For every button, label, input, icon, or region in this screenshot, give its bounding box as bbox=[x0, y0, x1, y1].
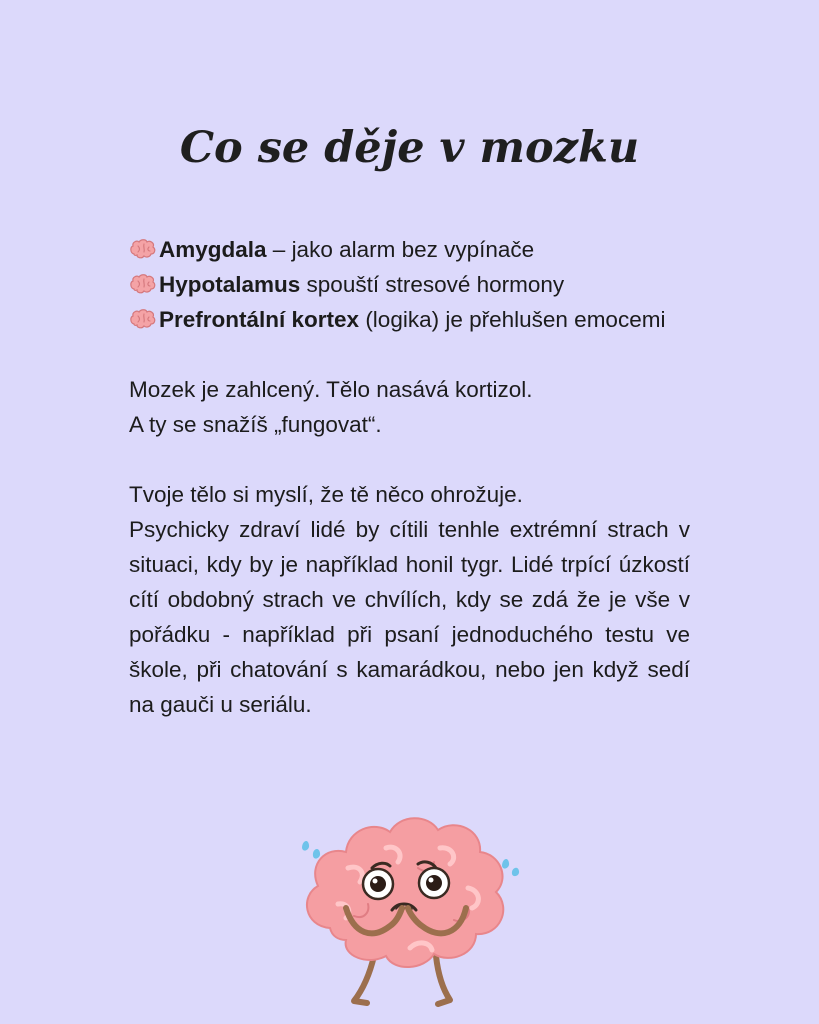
bullet-term: Hypotalamus bbox=[159, 272, 301, 297]
bullet-term: Amygdala bbox=[159, 237, 267, 262]
brain-icon bbox=[129, 302, 159, 337]
brain-icon bbox=[129, 232, 159, 267]
bullet-text: (logika) je přehlušen emocemi bbox=[359, 307, 666, 332]
brain-icon bbox=[129, 267, 159, 302]
page-title: Co se děje v mozku bbox=[179, 123, 640, 173]
content-block bbox=[129, 232, 690, 722]
bullet-prefrontal bbox=[129, 302, 690, 337]
bullet-term: Prefrontální kortex bbox=[159, 307, 360, 332]
paragraph-body: Psychicky zdraví lidé by cítili tenhle extrémní strach v situaci, kdy by je například honil tygr. Lidé trpící úzkostí cítí obdobný strach ve chvílích, kdy se zdá že je vše v pořádku - například při psaní jednoduchého testu ve škole, při chatování s kamarádkou, nebo jen když sedí na gauči u seriálu. bbox=[129, 517, 690, 717]
bullet-hypotalamus bbox=[129, 267, 690, 302]
bullet-amygdala bbox=[129, 232, 690, 267]
bullet-text: – jako alarm bez vypínače bbox=[266, 237, 535, 262]
sweat-drops-left bbox=[302, 841, 320, 859]
sweat-drops-right bbox=[502, 859, 519, 876]
brain-body bbox=[307, 818, 503, 967]
paragraph-line: Mozek je zahlcený. Tělo nasává kortizol. bbox=[129, 377, 533, 402]
bullet-text: spouští stresové hormony bbox=[300, 272, 565, 297]
paragraph-line: Tvoje tělo si myslí, že tě něco ohrožuje. bbox=[129, 482, 523, 507]
nervous-brain-character bbox=[290, 808, 530, 1018]
paragraph-threat bbox=[129, 477, 690, 722]
paragraph-line: A ty se snažíš „fungovat“. bbox=[129, 412, 382, 437]
paragraph-overload bbox=[129, 372, 690, 442]
